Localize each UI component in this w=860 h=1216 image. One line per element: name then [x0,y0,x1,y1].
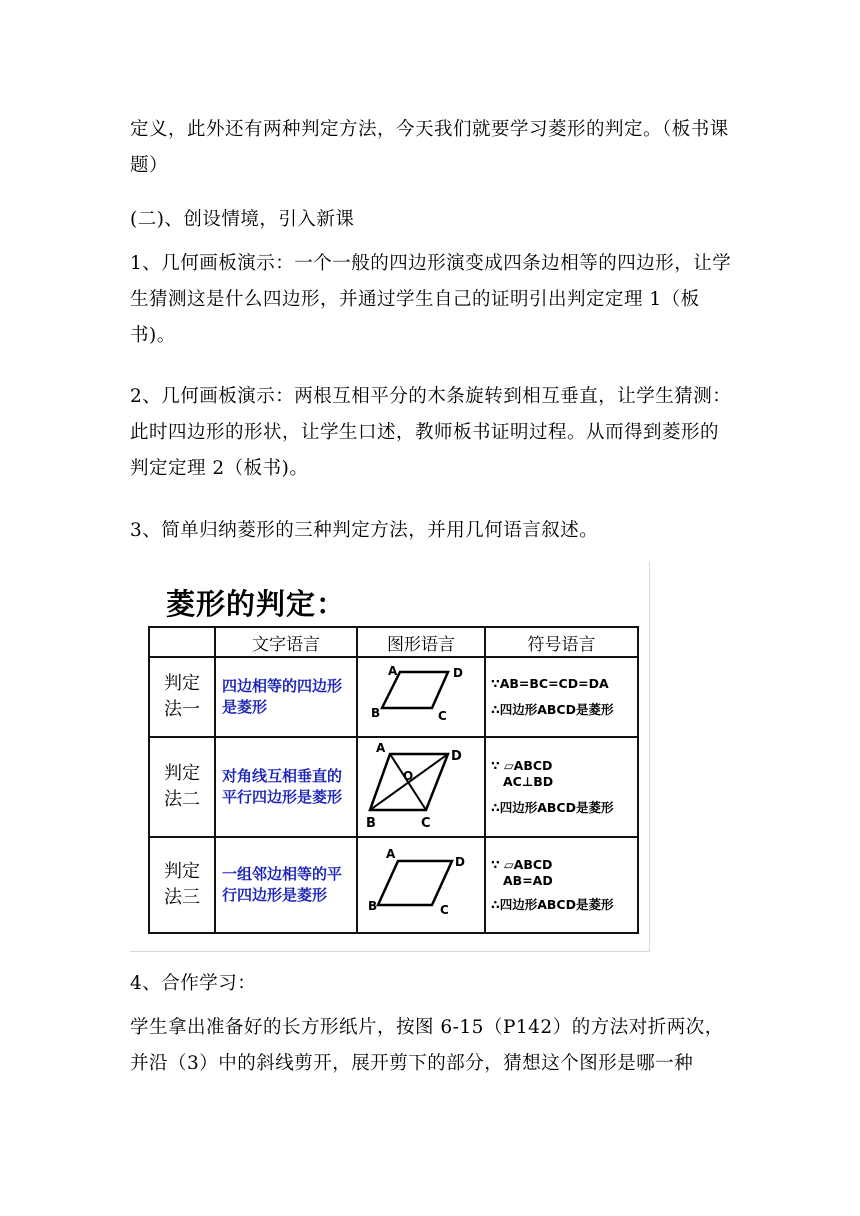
header-figure-language: 图形语言 [357,627,485,657]
method-symbols: ∵AB=BC=CD=DA ∴四边形ABCD是菱形 [485,657,638,737]
svg-text:D: D [455,855,465,869]
rhombus-criteria-figure [130,562,650,952]
rhombus-diagram-3 [358,843,482,923]
svg-text:D: D [451,749,462,764]
svg-text:A: A [376,741,386,755]
figure-title: 菱形的判定： [166,587,347,621]
method-name: 判定 法二 [149,737,215,837]
svg-text:C: C [440,903,449,917]
svg-text:O: O [403,769,414,783]
rhombus-diagram-2 [358,738,482,832]
rhombus-diagram-1 [358,658,482,732]
svg-text:D: D [453,666,463,680]
method-text: 对角线互相垂直的平行四边形是菱形 [215,737,357,837]
method-diagram [357,737,485,837]
method-text: 一组邻边相等的平行四边形是菱形 [215,837,357,933]
method-text: 四边相等的四边形是菱形 [215,657,357,737]
paragraph-intro: 定义，此外还有两种判定方法，今天我们就要学习菱形的判定。（板书课题） [130,119,729,176]
header-symbol-language: 符号语言 [485,627,638,657]
paragraph-step-4: 4、合作学习： [130,973,257,994]
svg-text:A: A [388,664,398,678]
svg-text:C: C [421,816,431,831]
header-text-language: 文字语言 [215,627,357,657]
paragraph-step-1: 1、几何画板演示：一个一般的四边形演变成四条边相等的四边形，让学生猜测这是什么四边形，并通过学生自己的证明引出判定定理 1（板书)。 [130,253,732,346]
section-heading: (二)、创设情境，引入新课 [130,209,355,230]
paragraph-step-3: 3、简单归纳菱形的三种判定方法，并用几何语言叙述。 [130,520,599,541]
header-blank [149,627,215,657]
criteria-table [148,626,639,934]
table-row [149,657,638,737]
method-diagram [357,657,485,737]
method-symbols: ∵ ▱ABCD AB=AD ∴四边形ABCD是菱形 [485,837,638,933]
svg-text:B: B [371,706,381,720]
method-symbols: ∵ ▱ABCD AC⊥BD ∴四边形ABCD是菱形 [485,737,638,837]
method-name: 判定 法三 [149,837,215,933]
table-row [149,737,638,837]
svg-text:B: B [366,816,376,831]
paragraph-activity: 学生拿出准备好的长方形纸片，按图 6-15（P142）的方法对折两次，并沿（3）中的斜线剪开，展开剪下的部分，猜想这个图形是哪一种 [130,1017,724,1074]
svg-text:B: B [368,899,378,913]
paragraph-step-2: 2、几何画板演示：两根互相平分的木条旋转到相互垂直，让学生猜测：此时四边形的形状，让学生口述，教师板书证明过程。从而得到菱形的判定定理 2（板书)。 [130,386,732,479]
svg-text:A: A [386,847,396,861]
method-diagram [357,837,485,933]
svg-text:C: C [438,709,447,723]
method-name: 判定 法一 [149,657,215,737]
table-header-row [149,627,638,657]
table-row [149,837,638,933]
